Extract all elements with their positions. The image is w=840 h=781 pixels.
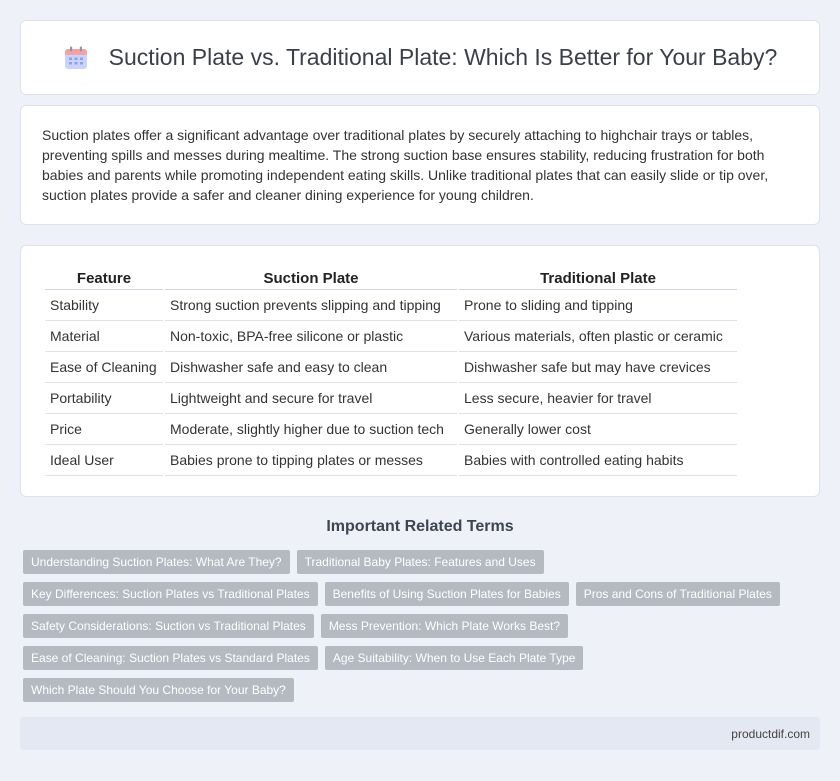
cell-traditional: Generally lower cost xyxy=(459,414,737,445)
cell-suction: Strong suction prevents slipping and tipping xyxy=(165,290,457,321)
cell-feature: Stability xyxy=(45,290,163,321)
table-header-row xyxy=(45,268,737,290)
related-term-tag[interactable]: Safety Considerations: Suction vs Traditional Plates xyxy=(23,614,314,638)
related-term-tag[interactable]: Understanding Suction Plates: What Are They? xyxy=(23,550,290,574)
cell-traditional: Dishwasher safe but may have crevices xyxy=(459,352,737,383)
cell-suction: Non-toxic, BPA-free silicone or plastic xyxy=(165,321,457,352)
cell-traditional: Less secure, heavier for travel xyxy=(459,383,737,414)
related-term-tag[interactable]: Mess Prevention: Which Plate Works Best? xyxy=(321,614,568,638)
tag-row xyxy=(23,646,823,670)
cell-feature: Portability xyxy=(45,383,163,414)
comparison-table xyxy=(43,268,739,476)
related-term-tag[interactable]: Traditional Baby Plates: Features and Uses xyxy=(297,550,544,574)
tag-row xyxy=(23,614,823,638)
cell-feature: Material xyxy=(45,321,163,352)
cell-suction: Moderate, slightly higher due to suction tech xyxy=(165,414,457,445)
tag-row xyxy=(23,550,823,574)
intro-card xyxy=(20,105,820,225)
cell-suction: Dishwasher safe and easy to clean xyxy=(165,352,457,383)
related-term-tag[interactable]: Age Suitability: When to Use Each Plate Type xyxy=(325,646,584,670)
header xyxy=(63,44,778,71)
header-suction-plate: Suction Plate xyxy=(165,268,457,290)
related-term-tag[interactable]: Benefits of Using Suction Plates for Babies xyxy=(325,582,569,606)
header-traditional-plate: Traditional Plate xyxy=(459,268,737,290)
cell-suction: Lightweight and secure for travel xyxy=(165,383,457,414)
cell-feature: Ideal User xyxy=(45,445,163,476)
footer xyxy=(20,717,820,750)
related-term-tag[interactable]: Pros and Cons of Traditional Plates xyxy=(576,582,780,606)
header-card xyxy=(20,20,820,95)
tag-row xyxy=(23,582,823,606)
table-row xyxy=(45,321,737,352)
table-row xyxy=(45,445,737,476)
related-term-tag[interactable]: Key Differences: Suction Plates vs Traditional Plates xyxy=(23,582,318,606)
cell-traditional: Various materials, often plastic or ceramic xyxy=(459,321,737,352)
cell-traditional: Prone to sliding and tipping xyxy=(459,290,737,321)
tag-row xyxy=(23,678,823,702)
cell-traditional: Babies with controlled eating habits xyxy=(459,445,737,476)
comparison-card xyxy=(20,245,820,497)
table-row xyxy=(45,352,737,383)
footer-site-link[interactable]: productdif.com xyxy=(731,726,810,741)
table-row xyxy=(45,290,737,321)
related-terms-title: Important Related Terms xyxy=(326,518,514,535)
header-feature: Feature xyxy=(45,268,163,290)
intro-paragraph: Suction plates offer a significant advantage over traditional plates by securely attaching to highchair trays or tables, preventing spills and messes during mealtime. The strong suction base ensures stability, reducing frustration for both babies and parents while promoting independent eating skills. Unlike traditional plates that can easily slide or tip over, suction plates provide a safer and cleaner dining experience for young children. xyxy=(42,127,769,203)
related-term-tag[interactable]: Which Plate Should You Choose for Your Baby? xyxy=(23,678,294,702)
cell-suction: Babies prone to tipping plates or messes xyxy=(165,445,457,476)
related-terms-list xyxy=(23,550,823,710)
table-row xyxy=(45,414,737,445)
cell-feature: Ease of Cleaning xyxy=(45,352,163,383)
calendar-icon xyxy=(63,45,89,71)
related-term-tag[interactable]: Ease of Cleaning: Suction Plates vs Standard Plates xyxy=(23,646,318,670)
cell-feature: Price xyxy=(45,414,163,445)
table-row xyxy=(45,383,737,414)
page-title: Suction Plate vs. Traditional Plate: Which Is Better for Your Baby? xyxy=(108,44,778,70)
